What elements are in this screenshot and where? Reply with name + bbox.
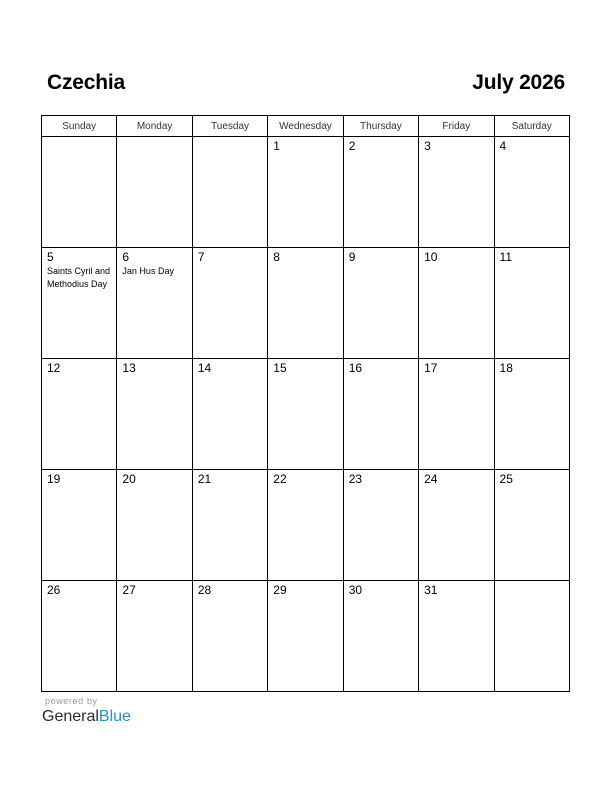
day-cell bbox=[419, 470, 494, 581]
day-cell bbox=[117, 470, 192, 581]
week-row bbox=[42, 359, 570, 470]
day-number: 22 bbox=[273, 472, 287, 486]
day-number: 14 bbox=[197, 361, 212, 375]
generalblue-logo[interactable] bbox=[42, 707, 131, 727]
day-cell bbox=[192, 359, 267, 470]
day-number: 5 bbox=[47, 250, 54, 264]
day-number: 18 bbox=[499, 361, 513, 375]
weekday-header-row bbox=[42, 116, 570, 137]
day-cell bbox=[117, 137, 192, 248]
day-cell bbox=[419, 248, 494, 359]
day-cell bbox=[494, 470, 569, 581]
day-number: 31 bbox=[424, 583, 438, 597]
day-cell bbox=[419, 137, 494, 248]
day-cell bbox=[117, 248, 192, 359]
day-number: 13 bbox=[122, 361, 136, 375]
day-number: 21 bbox=[197, 472, 212, 486]
day-number: 7 bbox=[197, 250, 205, 264]
day-cell bbox=[343, 137, 418, 248]
weekday-header: Friday bbox=[419, 116, 494, 137]
brand-blue-text: Blue bbox=[98, 708, 131, 725]
day-cell bbox=[419, 581, 494, 692]
day-number: 30 bbox=[348, 583, 363, 597]
calendar-grid bbox=[41, 115, 570, 692]
day-number: 29 bbox=[273, 583, 287, 597]
day-cell bbox=[343, 581, 418, 692]
day-cell bbox=[494, 359, 569, 470]
day-cell bbox=[268, 470, 343, 581]
day-cell bbox=[42, 137, 117, 248]
day-cell bbox=[192, 248, 267, 359]
day-cell bbox=[192, 581, 267, 692]
weekday-header: Monday bbox=[117, 116, 192, 137]
day-number: 25 bbox=[499, 472, 513, 486]
day-number: 24 bbox=[424, 472, 438, 486]
day-number: 19 bbox=[47, 472, 61, 486]
day-number: 3 bbox=[424, 139, 431, 153]
day-number: 17 bbox=[424, 361, 438, 375]
day-cell bbox=[494, 137, 569, 248]
weekday-header: Thursday bbox=[343, 116, 418, 137]
day-cell bbox=[343, 470, 418, 581]
day-number: 26 bbox=[47, 583, 61, 597]
day-number: 4 bbox=[499, 139, 507, 153]
day-cell bbox=[343, 248, 418, 359]
brand-general-text: General bbox=[42, 708, 99, 725]
footer-branding bbox=[42, 696, 131, 727]
day-number: 20 bbox=[122, 472, 136, 486]
day-cell bbox=[42, 470, 117, 581]
day-cell bbox=[268, 137, 343, 248]
day-cell bbox=[42, 248, 117, 359]
day-number: 11 bbox=[499, 250, 512, 264]
week-row bbox=[42, 470, 570, 581]
day-number: 1 bbox=[273, 139, 280, 153]
day-number: 12 bbox=[47, 361, 61, 375]
day-cell bbox=[117, 359, 192, 470]
day-cell bbox=[343, 359, 418, 470]
day-cell bbox=[42, 359, 117, 470]
day-number: 10 bbox=[424, 250, 438, 264]
weekday-header: Tuesday bbox=[192, 116, 267, 137]
day-number: 6 bbox=[122, 250, 130, 264]
country-title: Czechia bbox=[47, 71, 125, 94]
day-number: 27 bbox=[122, 583, 136, 597]
day-cell bbox=[268, 359, 343, 470]
day-number: 23 bbox=[348, 472, 363, 486]
month-title: July 2026 bbox=[472, 71, 565, 94]
day-cell bbox=[268, 581, 343, 692]
day-number: 28 bbox=[197, 583, 212, 597]
day-cell bbox=[192, 137, 267, 248]
day-number: 9 bbox=[348, 250, 356, 264]
weekday-header: Wednesday bbox=[268, 116, 343, 137]
week-row bbox=[42, 248, 570, 359]
day-cell bbox=[419, 359, 494, 470]
week-row bbox=[42, 581, 570, 692]
day-cell bbox=[268, 248, 343, 359]
day-number: 16 bbox=[348, 361, 363, 375]
day-number: 8 bbox=[273, 250, 280, 264]
day-cell bbox=[117, 581, 192, 692]
week-row bbox=[42, 137, 570, 248]
weekday-header: Saturday bbox=[494, 116, 569, 137]
day-number: 15 bbox=[273, 361, 287, 375]
day-cell bbox=[494, 248, 569, 359]
holiday-label: Jan Hus Day bbox=[122, 266, 174, 276]
day-cell bbox=[42, 581, 117, 692]
day-number: 2 bbox=[348, 139, 356, 153]
day-cell bbox=[494, 581, 569, 692]
weekday-header: Sunday bbox=[42, 116, 117, 137]
powered-by-label: powered by bbox=[45, 696, 98, 706]
day-cell bbox=[192, 470, 267, 581]
holiday-label: Saints Cyril and Methodius Day bbox=[47, 266, 111, 289]
